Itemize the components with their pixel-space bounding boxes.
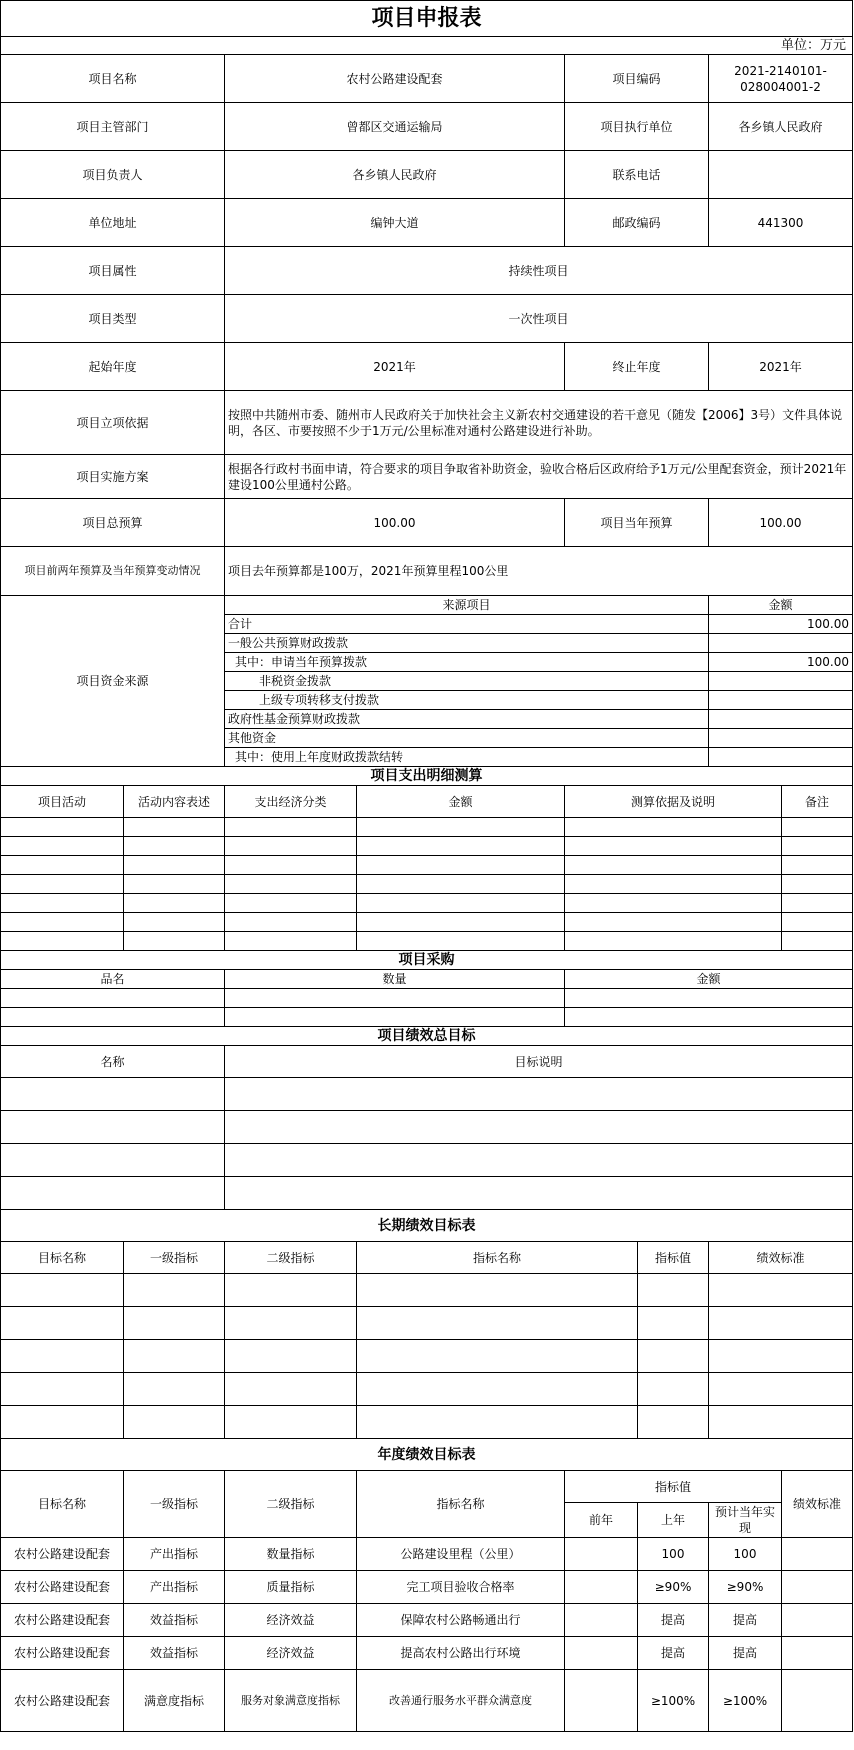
table-row [1,1604,853,1637]
purchase-header: 数量 [225,970,565,989]
annual-last: 100 [638,1538,709,1571]
budget-change-label: 项目前两年预算及当年预算变动情况 [1,547,225,596]
expense-header: 金额 [357,786,565,818]
funds-label: 项目资金来源 [1,596,225,767]
annual-section-title: 年度绩效目标表 [1,1439,853,1471]
annual-target: 农村公路建设配套 [1,1670,124,1732]
annual-indicator: 提高农村公路出行环境 [357,1637,565,1670]
header-table [0,0,853,55]
current-budget-label: 项目当年预算 [565,499,709,547]
person-value: 各乡镇人民政府 [225,151,565,199]
annual-l2: 服务对象满意度指标 [225,1670,357,1732]
funds-row-amount [709,710,853,729]
funds-row-amount: 100.00 [709,653,853,672]
annual-target: 农村公路建设配套 [1,1538,124,1571]
annual-std [782,1604,853,1637]
annual-subheader: 前年 [565,1503,638,1538]
annual-cur: ≥100% [709,1670,782,1732]
long-term-table [0,1209,853,1439]
total-budget-value: 100.00 [225,499,565,547]
table-row [1,894,853,913]
start-year-value: 2021年 [225,343,565,391]
annual-l2: 数量指标 [225,1538,357,1571]
annual-subheader: 上年 [638,1503,709,1538]
purchase-table [0,950,853,1027]
annual-std [782,1637,853,1670]
table-row [1,989,853,1008]
type-value: 一次性项目 [225,295,853,343]
exec-unit-value: 各乡镇人民政府 [709,103,853,151]
annual-l2: 经济效益 [225,1604,357,1637]
funds-row-amount [709,729,853,748]
long-term-header: 指标值 [638,1242,709,1274]
annual-std [782,1538,853,1571]
project-name-label: 项目名称 [1,55,225,103]
annual-header: 二级指标 [225,1471,357,1538]
funds-row-amount [709,748,853,767]
start-year-label: 起始年度 [1,343,225,391]
expense-table [0,766,853,951]
phone-value [709,151,853,199]
project-name-value: 农村公路建设配套 [225,55,565,103]
address-label: 单位地址 [1,199,225,247]
long-term-header: 二级指标 [225,1242,357,1274]
annual-l1: 效益指标 [124,1604,225,1637]
expense-header: 支出经济分类 [225,786,357,818]
table-row [1,1571,853,1604]
table-row [1,1008,853,1027]
table-row [1,1340,853,1373]
annual-l2: 质量指标 [225,1571,357,1604]
expense-header: 活动内容表述 [124,786,225,818]
annual-l1: 效益指标 [124,1637,225,1670]
annual-last: 提高 [638,1637,709,1670]
annual-table [0,1438,853,1732]
annual-indicator: 保障农村公路畅通出行 [357,1604,565,1637]
table-row [1,1144,853,1177]
annual-l1: 满意度指标 [124,1670,225,1732]
plan-label: 项目实施方案 [1,455,225,499]
expense-header: 备注 [782,786,853,818]
person-label: 项目负责人 [1,151,225,199]
funds-row-name: 上级专项转移支付拨款 [225,691,709,710]
long-term-header: 一级指标 [124,1242,225,1274]
total-budget-label: 项目总预算 [1,499,225,547]
funds-row-amount [709,672,853,691]
annual-prev [565,1538,638,1571]
expense-section-title: 项目支出明细测算 [1,767,853,786]
attribute-value: 持续性项目 [225,247,853,295]
table-row [1,818,853,837]
purchase-header: 金额 [565,970,853,989]
annual-cur: 提高 [709,1604,782,1637]
zip-value: 441300 [709,199,853,247]
funds-row-name: 合计 [225,615,709,634]
annual-indicator: 公路建设里程（公里） [357,1538,565,1571]
purchase-section-title: 项目采购 [1,951,853,970]
funds-table [0,595,853,767]
table-row [1,1406,853,1439]
annual-cur: 提高 [709,1637,782,1670]
performance-header: 名称 [1,1046,225,1078]
phone-label: 联系电话 [565,151,709,199]
annual-prev [565,1571,638,1604]
annual-header: 指标名称 [357,1471,565,1538]
table-row [1,1538,853,1571]
funds-row-name: 其中：使用上年度财政拨款结转 [225,748,709,767]
table-row [1,856,853,875]
annual-l1: 产出指标 [124,1538,225,1571]
funds-source-header: 来源项目 [225,596,709,615]
annual-prev [565,1670,638,1732]
annual-header: 目标名称 [1,1471,124,1538]
purchase-header: 品名 [1,970,225,989]
annual-cur: 100 [709,1538,782,1571]
address-value: 编钟大道 [225,199,565,247]
attribute-label: 项目属性 [1,247,225,295]
funds-row-name: 政府性基金预算财政拨款 [225,710,709,729]
project-code-label: 项目编码 [565,55,709,103]
dept-label: 项目主管部门 [1,103,225,151]
exec-unit-label: 项目执行单位 [565,103,709,151]
basis-label: 项目立项依据 [1,391,225,455]
annual-subheader: 预计当年实现 [709,1503,782,1538]
table-row [1,1274,853,1307]
table-row [1,1177,853,1210]
annual-header: 一级指标 [124,1471,225,1538]
annual-prev [565,1637,638,1670]
end-year-value: 2021年 [709,343,853,391]
page-title: 项目申报表 [1,1,853,37]
basis-value: 按照中共随州市委、随州市人民政府关于加快社会主义新农村交通建设的若干意见（随发【2006】3号）文件具体说明，各区、市要按照不少于1万元/公里标准对通村公路建设进行补助。 [225,391,853,455]
table-row [1,1111,853,1144]
annual-target: 农村公路建设配套 [1,1571,124,1604]
unit-label: 单位：万元 [1,37,853,55]
annual-target: 农村公路建设配套 [1,1637,124,1670]
annual-l1: 产出指标 [124,1571,225,1604]
expense-header: 测算依据及说明 [565,786,782,818]
annual-header: 绩效标准 [782,1471,853,1538]
plan-value: 根据各行政村书面申请，符合要求的项目争取省补助资金，验收合格后区政府给予1万元/公里配套资金，预计2021年建设100公里通村公路。 [225,455,853,499]
current-budget-value: 100.00 [709,499,853,547]
table-row [1,913,853,932]
performance-header: 目标说明 [225,1046,853,1078]
funds-row-amount [709,634,853,653]
annual-std [782,1571,853,1604]
annual-l2: 经济效益 [225,1637,357,1670]
annual-indicator: 完工项目验收合格率 [357,1571,565,1604]
long-term-header: 指标名称 [357,1242,638,1274]
annual-header: 指标值 [565,1471,782,1503]
funds-row-amount [709,691,853,710]
performance-goal-table [0,1026,853,1210]
dept-value: 曾都区交通运输局 [225,103,565,151]
annual-last: ≥100% [638,1670,709,1732]
project-code-value: 2021-2140101-028004001-2 [709,55,853,103]
funds-row-name: 一般公共预算财政拨款 [225,634,709,653]
long-term-section-title: 长期绩效目标表 [1,1210,853,1242]
type-label: 项目类型 [1,295,225,343]
annual-indicator: 改善通行服务水平群众满意度 [357,1670,565,1732]
basic-info-table [0,54,853,596]
zip-label: 邮政编码 [565,199,709,247]
annual-last: 提高 [638,1604,709,1637]
annual-target: 农村公路建设配套 [1,1604,124,1637]
budget-change-value: 项目去年预算都是100万，2021年预算里程100公里 [225,547,853,596]
annual-std [782,1670,853,1732]
funds-row-name: 其他资金 [225,729,709,748]
long-term-header: 绩效标准 [709,1242,853,1274]
long-term-header: 目标名称 [1,1242,124,1274]
table-row [1,875,853,894]
funds-row-name: 其中：申请当年预算拨款 [225,653,709,672]
annual-prev [565,1604,638,1637]
table-row [1,932,853,951]
table-row [1,1373,853,1406]
annual-last: ≥90% [638,1571,709,1604]
funds-amount-header: 金额 [709,596,853,615]
performance-section-title: 项目绩效总目标 [1,1027,853,1046]
table-row [1,1307,853,1340]
funds-row-name: 非税资金拨款 [225,672,709,691]
funds-row-amount: 100.00 [709,615,853,634]
table-row [1,1637,853,1670]
table-row [1,1670,853,1732]
end-year-label: 终止年度 [565,343,709,391]
expense-header: 项目活动 [1,786,124,818]
table-row [1,837,853,856]
table-row [1,1078,853,1111]
annual-cur: ≥90% [709,1571,782,1604]
